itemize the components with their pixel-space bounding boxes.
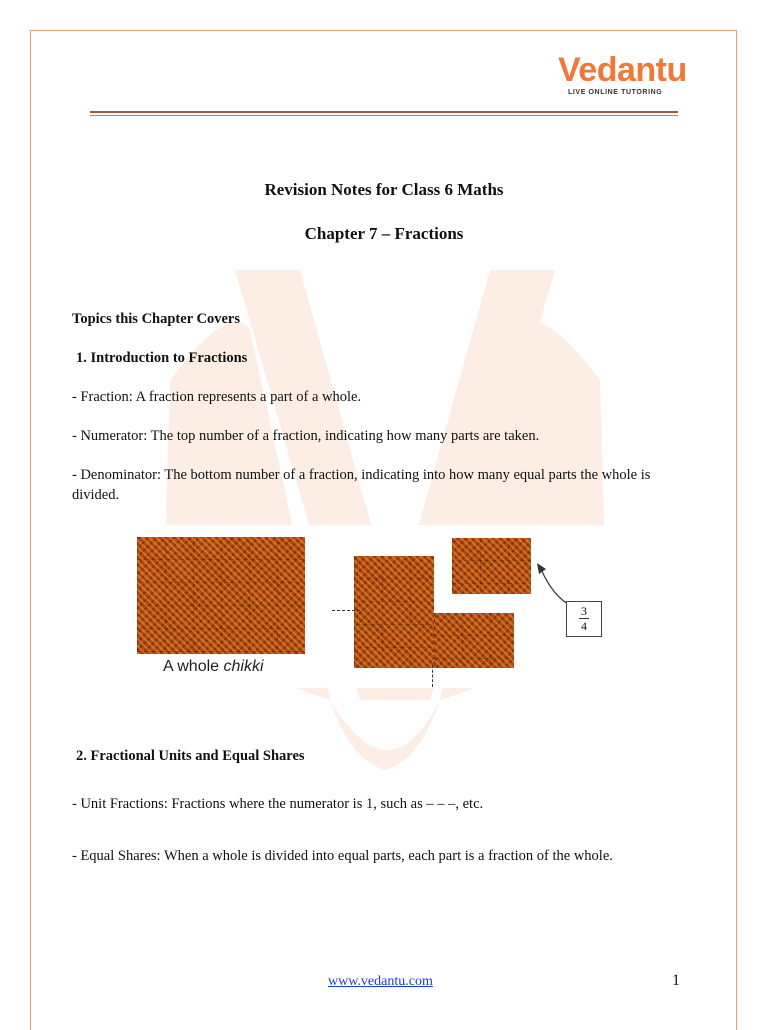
logo-wordmark: Vedantu [558,51,687,89]
dashed-line-vertical [432,665,433,687]
numerator-definition: - Numerator: The top number of a fraction, indicating how many parts are taken. [72,428,540,444]
chikki-piece-removed [452,538,531,594]
chapter-title: Chapter 7 – Fractions [304,224,464,243]
caption-italic: chikki [223,658,264,675]
page-title: Revision Notes for Class 6 Maths [264,180,504,199]
figure-caption [163,658,264,676]
page-number: 1 [672,972,680,989]
dashed-line-horizontal [332,610,360,611]
vedantu-logo[interactable] [556,50,686,100]
header-rule-thin [90,115,678,116]
chikki-piece-bottom [434,613,514,668]
caption-text: A whole [163,658,224,675]
chikki-figure [125,525,630,688]
vedantu-link[interactable]: www.vedantu.com [328,974,433,989]
header-rule [90,111,678,113]
unit-fractions-definition: - Unit Fractions: Fractions where the numerator is 1, such as – – –, etc. [72,796,484,812]
section1-heading: 1. Introduction to Fractions [76,350,248,366]
chikki-piece-left [354,556,434,668]
topics-heading: Topics this Chapter Covers [72,311,240,327]
fraction-three-quarters [566,601,602,637]
fraction-denominator: 4 [581,619,587,633]
fraction-definition: - Fraction: A fraction represents a part of a whole. [72,389,362,405]
fraction-numerator: 3 [581,604,587,618]
section2-heading: 2. Fractional Units and Equal Shares [76,748,305,764]
logo-tagline: LIVE ONLINE TUTORING [568,89,663,96]
equal-shares-definition: - Equal Shares: When a whole is divided into equal parts, each part is a fraction of the whole. [72,848,613,864]
denominator-definition: - Denominator: The bottom number of a fraction, indicating into how many equal parts the whole is divided. [72,467,651,503]
whole-chikki-image [137,537,305,654]
